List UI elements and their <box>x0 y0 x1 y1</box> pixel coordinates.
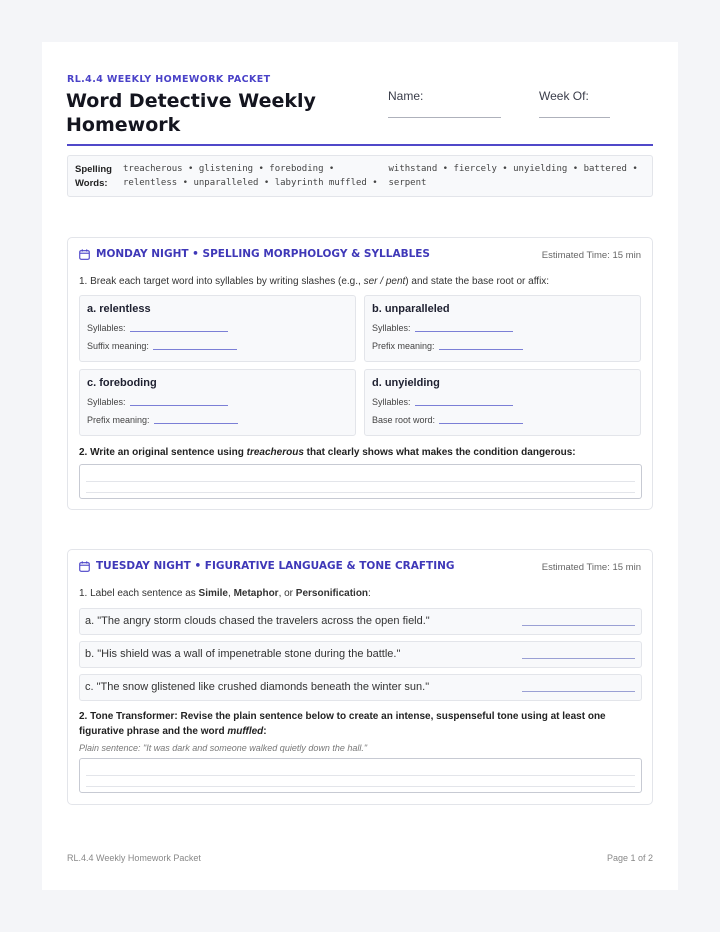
meaning-answer-line[interactable] <box>153 349 237 350</box>
option-metaphor: Metaphor <box>233 588 279 599</box>
page-title: Word Detective Weekly Homework <box>66 90 316 136</box>
meaning-row <box>372 341 523 351</box>
syllables-answer-line[interactable] <box>415 405 513 406</box>
syllables-row <box>87 323 228 333</box>
tuesday-header <box>79 560 455 572</box>
option-simile: Simile <box>198 588 228 599</box>
tuesday-title: TUESDAY NIGHT • FIGURATIVE LANGUAGE & TONE CRAFTING <box>96 560 455 572</box>
syllables-label: Syllables: <box>87 323 126 333</box>
calendar-icon <box>79 249 90 260</box>
tuesday-revision-answer-box[interactable] <box>79 758 642 793</box>
meaning-label: Suffix meaning: <box>87 341 149 351</box>
name-label: Name: <box>388 89 424 103</box>
meaning-answer-line[interactable] <box>439 349 523 350</box>
spelling-words-box <box>67 155 653 197</box>
monday-sentence-answer-box[interactable] <box>79 464 642 499</box>
sentence-text: c. "The snow glistened like crushed diamonds beneath the winter sun." <box>85 681 430 693</box>
word-card-title: a. relentless <box>87 303 151 315</box>
tuesday-question-1 <box>79 586 371 601</box>
sentence-text: a. "The angry storm clouds chased the travelers across the open field." <box>85 615 430 627</box>
syllables-row <box>372 323 513 333</box>
word-card-unparalleled <box>364 295 641 362</box>
monday-question-2 <box>79 445 576 460</box>
sentence-row-b <box>79 641 642 668</box>
sentence-row-a <box>79 608 642 635</box>
label-answer-line[interactable] <box>522 658 635 659</box>
q1-text-end: : <box>368 588 371 599</box>
label-answer-line[interactable] <box>522 625 635 626</box>
syllables-row <box>372 397 513 407</box>
q1-text: 1. Break each target word into syllables by writing slashes (e.g., <box>79 276 364 287</box>
packet-kicker: RL.4.4 WEEKLY HOMEWORK PACKET <box>67 74 271 85</box>
q2-text: 2. Tone Transformer: Revise the plain sentence below to create an intense, suspenseful tone using at least one figurative phrase and the word <box>79 711 606 737</box>
spelling-word-list: treacherous • glistening • foreboding • relentless • unparalleled • labyrinth muffled • withstand • fiercely • unyielding • battered • serpent <box>123 164 638 188</box>
writing-line <box>86 775 635 776</box>
root-row <box>372 415 523 425</box>
page-number: Page 1 of 2 <box>606 853 653 863</box>
tuesday-estimated-time: Estimated Time: 15 min <box>541 562 641 573</box>
syllables-answer-line[interactable] <box>130 405 228 406</box>
syllables-label: Syllables: <box>87 397 126 407</box>
header-divider <box>67 144 653 146</box>
plain-sentence: Plain sentence: "It was dark and someone walked quietly down the hall." <box>79 743 368 753</box>
sentence-row-c <box>79 674 642 701</box>
sentence-text: b. "His shield was a wall of impenetrable stone during the battle." <box>85 648 401 660</box>
separator: , <box>228 588 234 599</box>
syllables-row <box>87 397 228 407</box>
syllables-label: Syllables: <box>372 323 411 333</box>
calendar-icon <box>79 561 90 572</box>
separator: , or <box>278 588 296 599</box>
footer-title: RL.4.4 Weekly Homework Packet <box>67 853 201 863</box>
word-card-foreboding <box>79 369 356 436</box>
label-answer-line[interactable] <box>522 691 635 692</box>
q1-text-end: ) and state the base root or affix: <box>405 276 550 287</box>
word-card-unyielding <box>364 369 641 436</box>
q2-text-end: that clearly shows what makes the condition dangerous: <box>303 447 576 458</box>
word-card-title: d. unyielding <box>372 377 440 389</box>
q2-text-end: : <box>263 726 267 737</box>
meaning-answer-line[interactable] <box>154 423 238 424</box>
monday-title: MONDAY NIGHT • SPELLING MORPHOLOGY & SYLLABLES <box>96 248 430 260</box>
syllables-label: Syllables: <box>372 397 411 407</box>
q2-target-word: treacherous <box>246 447 304 458</box>
q1-example: ser / pent <box>363 276 406 287</box>
monday-section <box>67 237 653 510</box>
meaning-row <box>87 341 237 351</box>
q2-target-word: muffled <box>227 726 264 737</box>
tuesday-section <box>67 549 653 805</box>
monday-question-1 <box>79 274 549 289</box>
q1-text: 1. Label each sentence as <box>79 588 199 599</box>
week-label: Week Of: <box>539 89 589 103</box>
meaning-label: Prefix meaning: <box>372 341 435 351</box>
writing-line <box>86 492 635 493</box>
writing-line <box>86 481 635 482</box>
meaning-row <box>87 415 238 425</box>
tuesday-question-2 <box>79 709 642 739</box>
word-card-relentless <box>79 295 356 362</box>
meaning-label: Prefix meaning: <box>87 415 150 425</box>
syllables-answer-line[interactable] <box>415 331 513 332</box>
syllables-answer-line[interactable] <box>130 331 228 332</box>
week-field[interactable] <box>539 117 610 118</box>
name-field[interactable] <box>388 117 501 118</box>
spelling-label: Spelling Words: <box>75 164 112 189</box>
monday-header <box>79 248 430 260</box>
monday-estimated-time: Estimated Time: 15 min <box>541 250 641 261</box>
q2-text: 2. Write an original sentence using <box>79 447 247 458</box>
root-label: Base root word: <box>372 415 436 425</box>
writing-line <box>86 786 635 787</box>
root-answer-line[interactable] <box>439 423 523 424</box>
word-card-title: b. unparalleled <box>372 303 450 315</box>
word-card-title: c. foreboding <box>87 377 157 389</box>
homework-page <box>42 42 678 890</box>
option-personification: Personification <box>295 588 369 599</box>
